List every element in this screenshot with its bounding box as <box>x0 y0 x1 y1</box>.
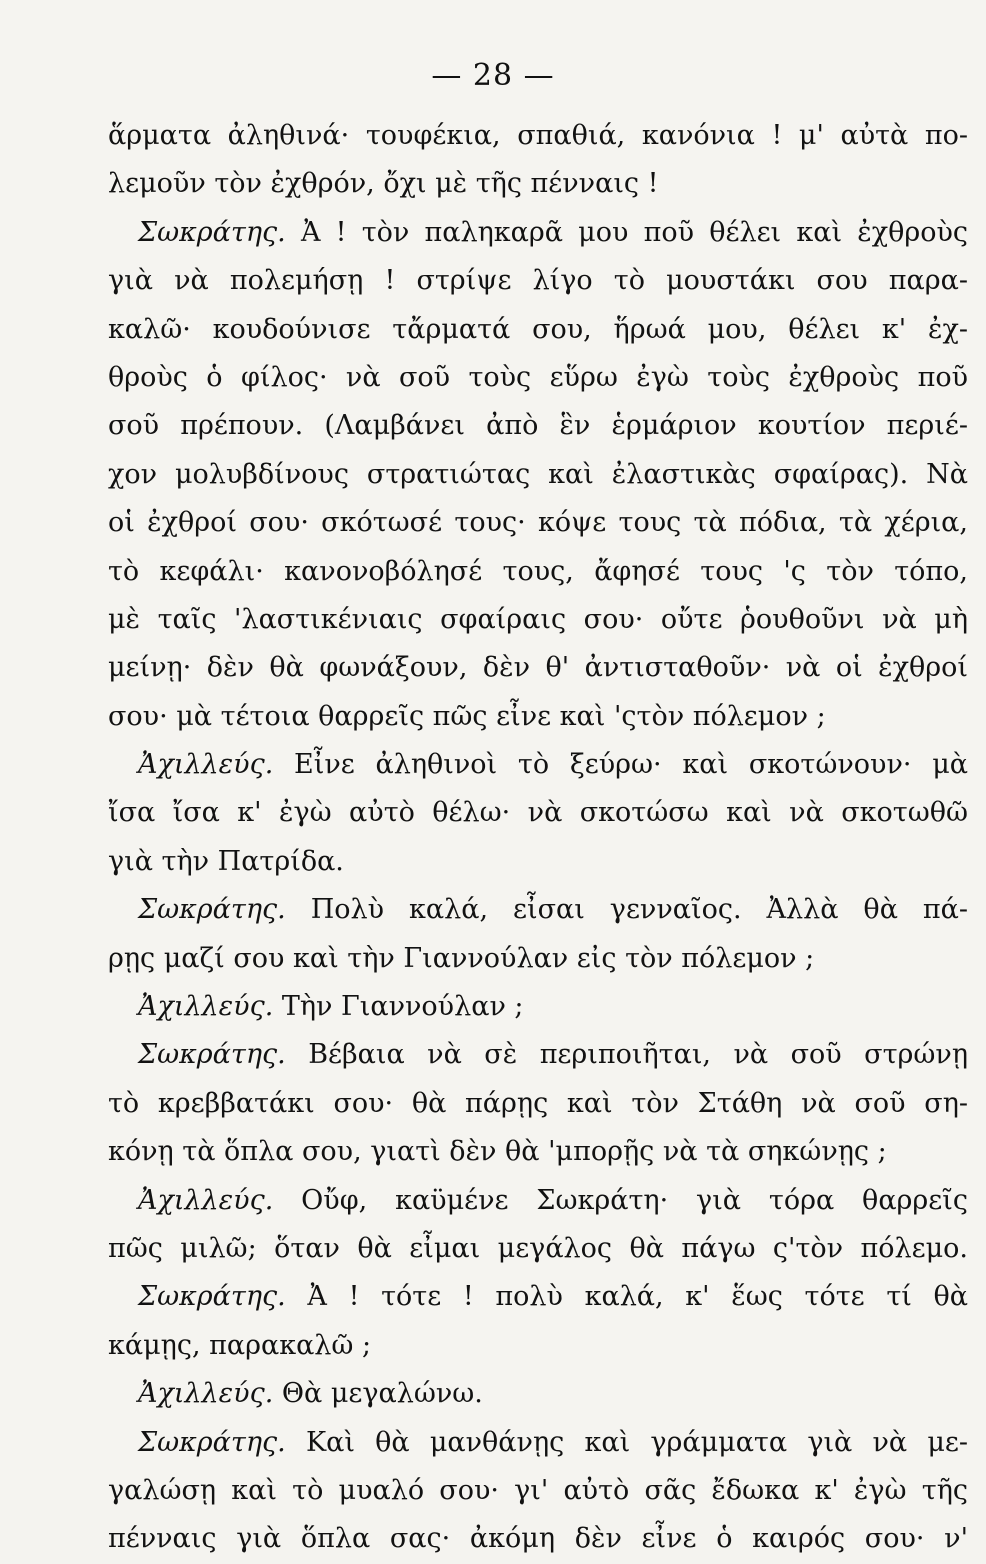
line-text: Ἀ ! τότε ! πολὺ καλά, κ' ἕως τότε τί θὰ <box>285 1281 968 1313</box>
speaker-name: Σωκράτης. <box>138 216 286 248</box>
text-line <box>108 1322 968 1370</box>
text-line <box>108 306 968 354</box>
text-line <box>108 1177 968 1225</box>
speaker-name: Σωκράτης. <box>138 894 286 926</box>
text-line <box>108 499 968 547</box>
text-line <box>108 1467 968 1515</box>
text-line <box>108 1080 968 1128</box>
line-text: ἴσα ἴσα κ' ἐγὼ αὐτὸ θέλω· νὰ σκοτώσω καὶ νὰ σκοτωθῶ <box>108 797 968 829</box>
line-text: Τὴν Γιαννούλαν ; <box>273 991 524 1023</box>
text-line <box>108 644 968 692</box>
text-line <box>108 1031 968 1079</box>
line-text: σοῦ πρέπουν. (Λαμβάνει ἀπὸ ἓν ἑρμάριον κουτίον περιέ- <box>108 410 968 442</box>
text-line <box>108 402 968 450</box>
line-text: χον μολυβδίνους στρατιώτας καὶ ἐλαστικὰς σφαίρας). Νὰ <box>108 458 968 490</box>
line-text: τὸ κεφάλι· κανονοβόλησέ τους, ἄφησέ τους 'ς τὸν τόπο, <box>108 555 968 587</box>
line-text: Οὔφ, καϋμένε Σωκράτη· γιὰ τόρα θαρρεῖς <box>273 1184 968 1216</box>
line-text: κάμῃς, παρακαλῶ ; <box>108 1329 372 1361</box>
text-line <box>108 596 968 644</box>
text-line <box>108 451 968 499</box>
line-text: Ἀ ! τὸν παληκαρᾶ μου ποῦ θέλει καὶ ἐχθροὺς <box>285 216 968 248</box>
line-text: Εἶνε ἀληθινοὶ τὸ ξεύρω· καὶ σκοτώνουν· μὰ <box>273 749 968 781</box>
speaker-name: Ἀχιλλεύς. <box>138 1378 274 1410</box>
speaker-name: Ἀχιλλεύς. <box>138 749 274 781</box>
text-line <box>108 838 968 886</box>
text-line <box>108 257 968 305</box>
text-line <box>108 112 968 160</box>
line-text: γιὰ τὴν Πατρίδα. <box>108 845 344 877</box>
text-line <box>108 741 968 789</box>
line-text: πένναις γιὰ ὅπλα σας· ἀκόμη δὲν εἶνε ὁ καιρός σου· ν' <box>108 1523 968 1555</box>
line-text: Βέβαια νὰ σὲ περιποιῆται, νὰ σοῦ στρώνῃ <box>285 1039 968 1071</box>
text-line <box>108 935 968 983</box>
text-line <box>108 1515 968 1563</box>
text-line <box>108 886 968 934</box>
text-line <box>108 548 968 596</box>
line-text: γαλώσῃ καὶ τὸ μυαλό σου· γι' αὐτὸ σᾶς ἔδωκα κ' ἐγὼ τῆς <box>108 1474 968 1506</box>
text-line <box>108 354 968 402</box>
line-text: Θὰ μεγαλώνω. <box>273 1378 483 1410</box>
line-text: μὲ ταῖς 'λαστικένιαις σφαίραις σου· οὔτε ῥουθοῦνι νὰ μὴ <box>108 603 968 635</box>
text-line <box>108 983 968 1031</box>
text-line <box>108 1419 968 1467</box>
line-text: γιὰ νὰ πολεμήσῃ ! στρίψε λίγο τὸ μουστάκι σου παρα- <box>108 265 968 297</box>
line-text: ἅρματα ἀληθινά· τουφέκια, σπαθιά, κανόνια ! μ' αὐτὰ πο- <box>108 120 968 151</box>
page-number: — 28 — <box>431 58 555 93</box>
text-line <box>108 1225 968 1273</box>
line-text: λεμοῦν τὸν ἐχθρόν, ὄχι μὲ τῆς πένναις ! <box>108 168 659 200</box>
speaker-name: Ἀχιλλεύς. <box>138 991 274 1023</box>
line-text: πῶς μιλῶ; ὅταν θὰ εἶμαι μεγάλος θὰ πάγω ς'τὸν πόλεμο. <box>108 1232 968 1264</box>
line-text: οἱ ἐχθροί σου· σκότωσέ τους· κόψε τους τὰ πόδια, τὰ χέρια, <box>108 507 968 539</box>
line-text: κόνῃ τὰ ὅπλα σου, γιατὶ δὲν θὰ 'μπορῇς νὰ τὰ σηκώνῃς ; <box>108 1136 887 1168</box>
text-line <box>108 1370 968 1418</box>
line-text: καλῶ· κουδούνισε τἄρματά σου, ἥρωά μου, θέλει κ' ἐχ- <box>108 313 968 345</box>
text-line <box>108 789 968 837</box>
speaker-name: Σωκράτης. <box>138 1281 286 1313</box>
speaker-name: Σωκράτης. <box>138 1426 286 1458</box>
line-text: τὸ κρεββατάκι σου· θὰ πάρῃς καὶ τὸν Στάθη νὰ σοῦ ση- <box>108 1087 968 1119</box>
text-line <box>108 1128 968 1176</box>
text-body <box>108 112 968 1564</box>
text-line <box>108 160 968 208</box>
speaker-name: Ἀχιλλεύς. <box>138 1184 274 1216</box>
text-line <box>108 209 968 257</box>
text-line <box>108 693 968 741</box>
line-text: μείνῃ· δὲν θὰ φωνάξουν, δὲν θ' ἀντισταθοῦν· νὰ οἱ ἐχθροί <box>108 652 968 684</box>
text-line <box>108 1273 968 1321</box>
speaker-name: Σωκράτης. <box>138 1039 286 1071</box>
line-text: σου· μὰ τέτοια θαρρεῖς πῶς εἶνε καὶ 'ςτὸν πόλεμον ; <box>108 700 826 732</box>
line-text: θροὺς ὁ φίλος· νὰ σοῦ τοὺς εὕρω ἐγὼ τοὺς ἐχθροὺς ποῦ <box>108 361 968 393</box>
line-text: ρῃς μαζί σου καὶ τὴν Γιαννούλαν εἰς τὸν πόλεμον ; <box>108 942 815 974</box>
line-text: Καὶ θὰ μανθάνῃς καὶ γράμματα γιὰ νὰ με- <box>285 1426 968 1458</box>
line-text: Πολὺ καλά, εἶσαι γενναῖος. Ἀλλὰ θὰ πά- <box>285 894 968 926</box>
